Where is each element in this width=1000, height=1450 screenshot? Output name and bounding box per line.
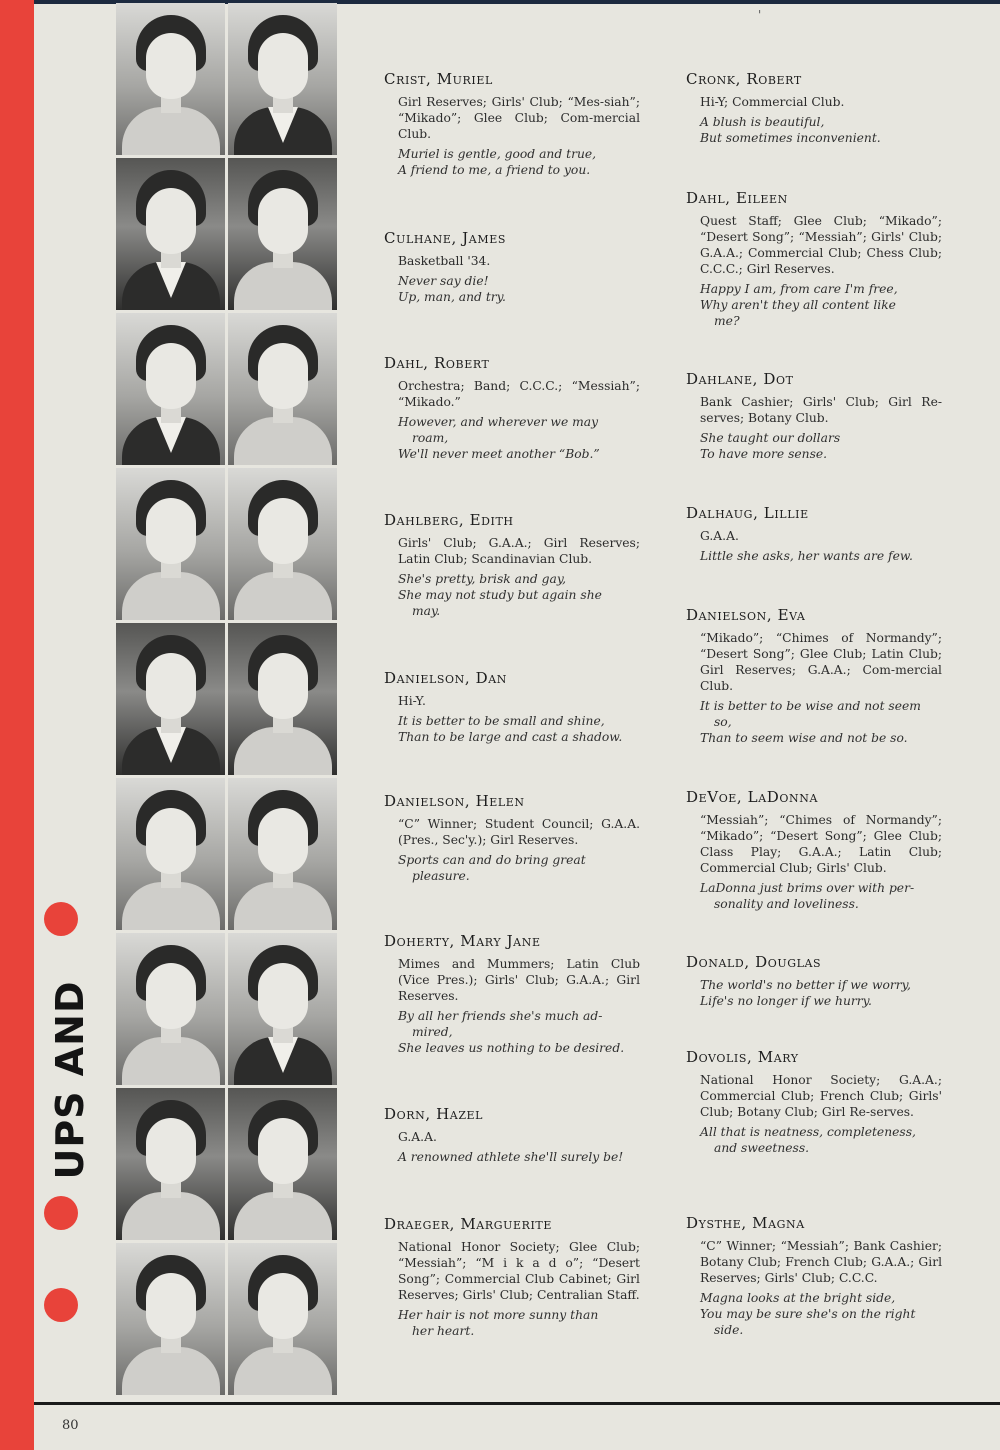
student-name: Doherty, Mary Jane xyxy=(384,932,541,950)
senior-entry xyxy=(384,792,640,884)
bottom-rule xyxy=(34,1402,1000,1405)
female-portrait-photo xyxy=(116,1088,225,1240)
top-tick-mark: ' xyxy=(758,8,762,22)
student-activities: “C” Winner; “Messiah”; Bank Cashier; Botany Club; French Club; G.A.A.; Girl Reserves; Girls' Club; C.C.C. xyxy=(700,1239,942,1285)
red-dot-decoration xyxy=(44,1196,78,1230)
student-quote xyxy=(398,1307,640,1339)
senior-entry xyxy=(384,1215,640,1339)
quote-line: She may not study but again she xyxy=(398,588,602,602)
red-margin-strip xyxy=(0,0,34,1450)
student-quote xyxy=(398,852,640,884)
portrait-row xyxy=(116,3,338,155)
student-name: DeVoe, LaDonna xyxy=(686,788,819,806)
student-activities: Quest Staff; Glee Club; “Mikado”; “Desert Song”; “Messiah”; Girls' Club; G.A.A.; Commercial Club; Chess Club; C.C.C.; Girl Reserves. xyxy=(700,214,942,276)
quote-line: However, and wherever we may xyxy=(398,415,599,429)
male-portrait-photo xyxy=(228,933,337,1085)
quote-line: Never say die! xyxy=(398,274,489,288)
student-name: Dahl, Eileen xyxy=(686,189,788,207)
student-quote xyxy=(700,1124,942,1156)
quote-line: Than to be large and cast a shadow. xyxy=(398,730,623,744)
quote-line: All that is neatness, completeness, xyxy=(700,1125,916,1139)
student-name: Dahl, Robert xyxy=(384,354,490,372)
student-name: Dysthe, Magna xyxy=(686,1214,805,1232)
senior-entry xyxy=(686,504,942,564)
senior-entry xyxy=(686,606,942,746)
side-section-title: UPS AND xyxy=(48,980,92,1180)
quote-line: A friend to me, a friend to you. xyxy=(398,163,591,177)
student-quote xyxy=(700,698,942,746)
senior-entry xyxy=(686,70,942,146)
quote-line: She taught our dollars xyxy=(700,431,841,445)
female-portrait-photo xyxy=(116,778,225,930)
student-activities: G.A.A. xyxy=(700,529,739,543)
student-name: Dalhaug, Lillie xyxy=(686,504,809,522)
quote-line: Sports can and do bring great xyxy=(398,853,586,867)
female-portrait-photo xyxy=(228,1243,337,1395)
student-name: Danielson, Helen xyxy=(384,792,525,810)
portrait-grid xyxy=(116,3,338,1398)
page-number: 80 xyxy=(62,1418,79,1433)
senior-entry xyxy=(384,70,640,178)
quote-line: Up, man, and try. xyxy=(398,290,506,304)
quote-line: She leaves us nothing to be desired. xyxy=(398,1041,625,1055)
student-quote xyxy=(700,114,942,146)
student-quote xyxy=(398,1008,640,1056)
quote-line: She's pretty, brisk and gay, xyxy=(398,572,567,586)
portrait-row xyxy=(116,468,338,620)
quote-line: The world's no better if we worry, xyxy=(700,978,911,992)
quote-line: You may be sure she's on the right xyxy=(700,1307,916,1321)
male-portrait-photo xyxy=(116,623,225,775)
student-activities: Hi-Y. xyxy=(398,694,426,708)
student-activities: “Mikado”; “Chimes of Normandy”; “Desert Song”; Glee Club; Latin Club; Girl Reserves; G.A.A.; Com-mercial Club. xyxy=(700,631,942,693)
quote-line: Than to seem wise and not be so. xyxy=(700,731,908,745)
quote-line: mired, xyxy=(412,1025,453,1039)
student-activities: “Messiah”; “Chimes of Normandy”; “Mikado”; “Desert Song”; Glee Club; Class Play; G.A.A.; Latin Club; Commercial Club; Girls' Club. xyxy=(700,813,942,875)
student-activities: Mimes and Mummers; Latin Club (Vice Pres.); Girls' Club; G.A.A.; Girl Reserves. xyxy=(398,957,640,1003)
senior-entry xyxy=(384,511,640,619)
male-portrait-photo xyxy=(116,313,225,465)
student-name: Dahlberg, Edith xyxy=(384,511,514,529)
senior-entry xyxy=(384,354,640,462)
portrait-row xyxy=(116,1243,338,1395)
student-activities: Orchestra; Band; C.C.C.; “Messiah”; “Mikado.” xyxy=(398,379,640,409)
student-activities: Bank Cashier; Girls' Club; Girl Re-serves; Botany Club. xyxy=(700,395,942,425)
portrait-row xyxy=(116,158,338,310)
student-quote xyxy=(700,1290,942,1338)
male-portrait-photo xyxy=(116,158,225,310)
quote-line: It is better to be wise and not seem xyxy=(700,699,921,713)
female-portrait-photo xyxy=(228,623,337,775)
student-name: Culhane, James xyxy=(384,229,506,247)
quote-line: We'll never meet another “Bob.” xyxy=(398,447,600,461)
quote-line: Life's no longer if we hurry. xyxy=(700,994,872,1008)
student-quote xyxy=(398,414,640,462)
student-activities: G.A.A. xyxy=(398,1130,437,1144)
female-portrait-photo xyxy=(228,778,337,930)
student-quote xyxy=(700,430,942,462)
student-quote xyxy=(700,977,942,1009)
portrait-row xyxy=(116,933,338,1085)
quote-line: Little she asks, her wants are few. xyxy=(700,549,913,563)
student-activities: Basketball '34. xyxy=(398,254,491,268)
student-quote xyxy=(398,571,640,619)
quote-line: her heart. xyxy=(412,1324,475,1338)
senior-entry xyxy=(384,1105,640,1165)
student-quote xyxy=(398,713,640,745)
quote-line: me? xyxy=(714,314,740,328)
student-name: Donald, Douglas xyxy=(686,953,822,971)
quote-line: LaDonna just brims over with per- xyxy=(700,881,915,895)
portrait-row xyxy=(116,778,338,930)
female-portrait-photo xyxy=(228,313,337,465)
quote-line: But sometimes inconvenient. xyxy=(700,131,881,145)
quote-line: so, xyxy=(714,715,732,729)
quote-line: It is better to be small and shine, xyxy=(398,714,605,728)
student-activities: “C” Winner; Student Council; G.A.A. (Pres., Sec'y.); Girl Reserves. xyxy=(398,817,640,847)
student-name: Draeger, Marguerite xyxy=(384,1215,552,1233)
senior-entry xyxy=(384,669,640,745)
student-quote xyxy=(700,281,942,329)
senior-entry xyxy=(384,932,640,1056)
quote-line: side. xyxy=(714,1323,744,1337)
female-portrait-photo xyxy=(116,933,225,1085)
portrait-row xyxy=(116,1088,338,1240)
red-dot-decoration xyxy=(44,902,78,936)
portrait-row xyxy=(116,623,338,775)
student-quote xyxy=(398,1149,640,1165)
student-quote xyxy=(398,273,640,305)
portrait-row xyxy=(116,313,338,465)
male-portrait-photo xyxy=(228,3,337,155)
quote-line: To have more sense. xyxy=(700,447,828,461)
student-quote xyxy=(398,146,640,178)
quote-line: Happy I am, from care I'm free, xyxy=(700,282,898,296)
female-portrait-photo xyxy=(116,3,225,155)
senior-entry xyxy=(686,953,942,1009)
quote-line: A renowned athlete she'll surely be! xyxy=(398,1150,624,1164)
student-activities: National Honor Society; Glee Club; “Messiah”; “M i k a d o”; “Desert Song”; Commercial Club Cabinet; Girl Reserves; Girls' Club; Centralian Staff. xyxy=(398,1240,640,1302)
student-name: Cronk, Robert xyxy=(686,70,802,88)
student-name: Danielson, Eva xyxy=(686,606,806,624)
student-quote xyxy=(700,880,942,912)
senior-entry xyxy=(686,1048,942,1156)
senior-entry xyxy=(686,1214,942,1338)
quote-line: Muriel is gentle, good and true, xyxy=(398,147,597,161)
quote-line: may. xyxy=(412,604,441,618)
quote-line: Why aren't they all content like xyxy=(700,298,896,312)
quote-line: Magna looks at the bright side, xyxy=(700,1291,896,1305)
female-portrait-photo xyxy=(228,468,337,620)
red-dot-decoration xyxy=(44,1288,78,1322)
student-quote xyxy=(700,548,942,564)
student-name: Dahlane, Dot xyxy=(686,370,794,388)
quote-line: sonality and loveliness. xyxy=(714,897,859,911)
senior-entry xyxy=(686,370,942,462)
quote-line: Her hair is not more sunny than xyxy=(398,1308,599,1322)
student-activities: Hi-Y; Commercial Club. xyxy=(700,95,845,109)
senior-entry xyxy=(384,229,640,305)
female-portrait-photo xyxy=(228,1088,337,1240)
quote-line: roam, xyxy=(412,431,449,445)
quote-line: and sweetness. xyxy=(714,1141,810,1155)
quote-line: By all her friends she's much ad- xyxy=(398,1009,603,1023)
student-name: Dorn, Hazel xyxy=(384,1105,484,1123)
senior-entry xyxy=(686,189,942,329)
senior-entry xyxy=(686,788,942,912)
female-portrait-photo xyxy=(116,1243,225,1395)
student-name: Danielson, Dan xyxy=(384,669,507,687)
quote-line: pleasure. xyxy=(412,869,470,883)
student-name: Crist, Muriel xyxy=(384,70,493,88)
female-portrait-photo xyxy=(116,468,225,620)
student-activities: Girl Reserves; Girls' Club; “Mes-siah”; “Mikado”; Glee Club; Com-mercial Club. xyxy=(398,95,640,141)
student-name: Dovolis, Mary xyxy=(686,1048,799,1066)
student-activities: National Honor Society; G.A.A.; Commercial Club; French Club; Girls' Club; Botany Club; Girl Re-serves. xyxy=(700,1073,942,1119)
female-portrait-photo xyxy=(228,158,337,310)
quote-line: A blush is beautiful, xyxy=(700,115,825,129)
student-activities: Girls' Club; G.A.A.; Girl Reserves; Latin Club; Scandinavian Club. xyxy=(398,536,640,566)
